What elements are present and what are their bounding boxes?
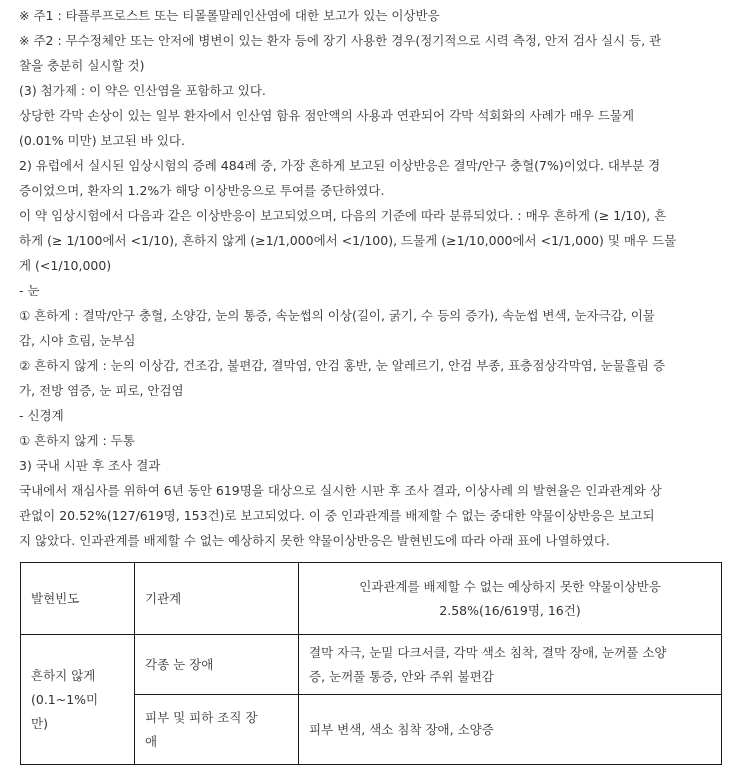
header-rate: 2.58%(16/619명, 16건) [439,602,581,618]
paragraph-line: 2) 유럽에서 실시된 임상시험의 증례 484례 중, 가장 흔하게 보고된 이상반응은 결막/안구 충혈(7%)이었다. 대부분 경 [19,158,661,173]
section-eye: - 눈 [19,283,40,298]
section-nervous: - 신경계 [19,408,64,423]
excipient-heading: (3) 첨가제 : 이 약은 인산염을 포함하고 있다. [19,83,266,98]
paragraph-line: 국내에서 재심사를 위하여 6년 동안 619명을 대상으로 실시한 시판 후 조사 결과, 이상사례 의 발현율은 인과관계와 상 [19,483,662,498]
paragraph-line: (0.01% 미만) 보고된 바 있다. [19,133,185,148]
header-reactions [299,563,722,635]
organ-cell: 피부 및 피하 조직 장 애 [135,695,299,765]
reactions-cell: 결막 자극, 눈밑 다크서클, 각막 색소 침착, 결막 장애, 눈꺼풀 소양 증, 눈꺼풀 통증, 안와 주위 불편감 [299,635,722,695]
list-item: ① 흔하게 : 결막/안구 충혈, 소양감, 눈의 통증, 속눈썹의 이상(길이, 굵기, 수 등의 증가), 속눈썹 변색, 눈자극감, 이물 [19,308,655,323]
header-organ: 기관계 [135,563,299,635]
list-item-cont: 가, 전방 염증, 눈 피로, 안검염 [19,383,184,398]
frequency-cell: 흔하지 않게 (0.1~1%미 만) [21,635,135,765]
adverse-reaction-table [20,562,722,765]
paragraph-line: 증이었으며, 환자의 1.2%가 해당 이상반응으로 투여를 중단하였다. [19,183,385,198]
list-item: ① 흔하지 않게 : 두통 [19,433,135,448]
paragraph-line: 이 약 임상시험에서 다음과 같은 이상반응이 보고되었으며, 다음의 기준에 따라 분류되었다. : 매우 흔하게 (≥ 1/10), 흔 [19,208,667,223]
table-header-row [21,563,722,635]
paragraph-line: 하게 (≥ 1/100에서 <1/10), 흔하지 않게 (≥1/1,000에서 <1/100), 드물게 (≥1/10,000에서 <1/1,000) 및 매우 드물 [19,233,677,248]
note-2-cont: 찰을 충분히 실시할 것) [19,58,145,73]
paragraph-line: 관없이 20.52%(127/619명, 153건)로 보고되었다. 이 중 인과관계를 배제할 수 없는 중대한 약물이상반응은 보고되 [19,508,655,523]
list-item-cont: 감, 시야 흐림, 눈부심 [19,333,136,348]
paragraph-line: 게 (<1/10,000) [19,258,112,273]
note-2: ※ 주2 : 무수정체안 또는 안저에 병변이 있는 환자 등에 장기 사용한 경우(정기적으로 시력 측정, 안저 검사 실시 등, 관 [19,33,662,48]
paragraph-line: 지 않았다. 인과관계를 배제할 수 없는 예상하지 못한 약물이상반응은 발현빈도에 따라 아래 표에 나열하였다. [19,533,610,548]
header-title: 인과관계를 배제할 수 없는 예상하지 못한 약물이상반응 [359,578,661,594]
paragraph-line: 상당한 각막 손상이 있는 일부 환자에서 인산염 함유 점안액의 사용과 연관되어 각막 석회화의 사례가 매우 드물게 [19,108,635,123]
section-heading: 3) 국내 시판 후 조사 결과 [19,458,161,473]
table-row [21,635,722,695]
list-item: ② 흔하지 않게 : 눈의 이상감, 건조감, 불편감, 결막염, 안검 홍반, 눈 알레르기, 안검 부종, 표층점상각막염, 눈물흘림 증 [19,358,666,373]
reactions-cell: 피부 변색, 색소 침착 장애, 소양증 [299,695,722,765]
organ-cell: 각종 눈 장애 [135,635,299,695]
header-frequency: 발현빈도 [21,563,135,635]
note-1: ※ 주1 : 타플루프로스트 또는 티몰롤말레인산염에 대한 보고가 있는 이상반응 [19,8,440,23]
